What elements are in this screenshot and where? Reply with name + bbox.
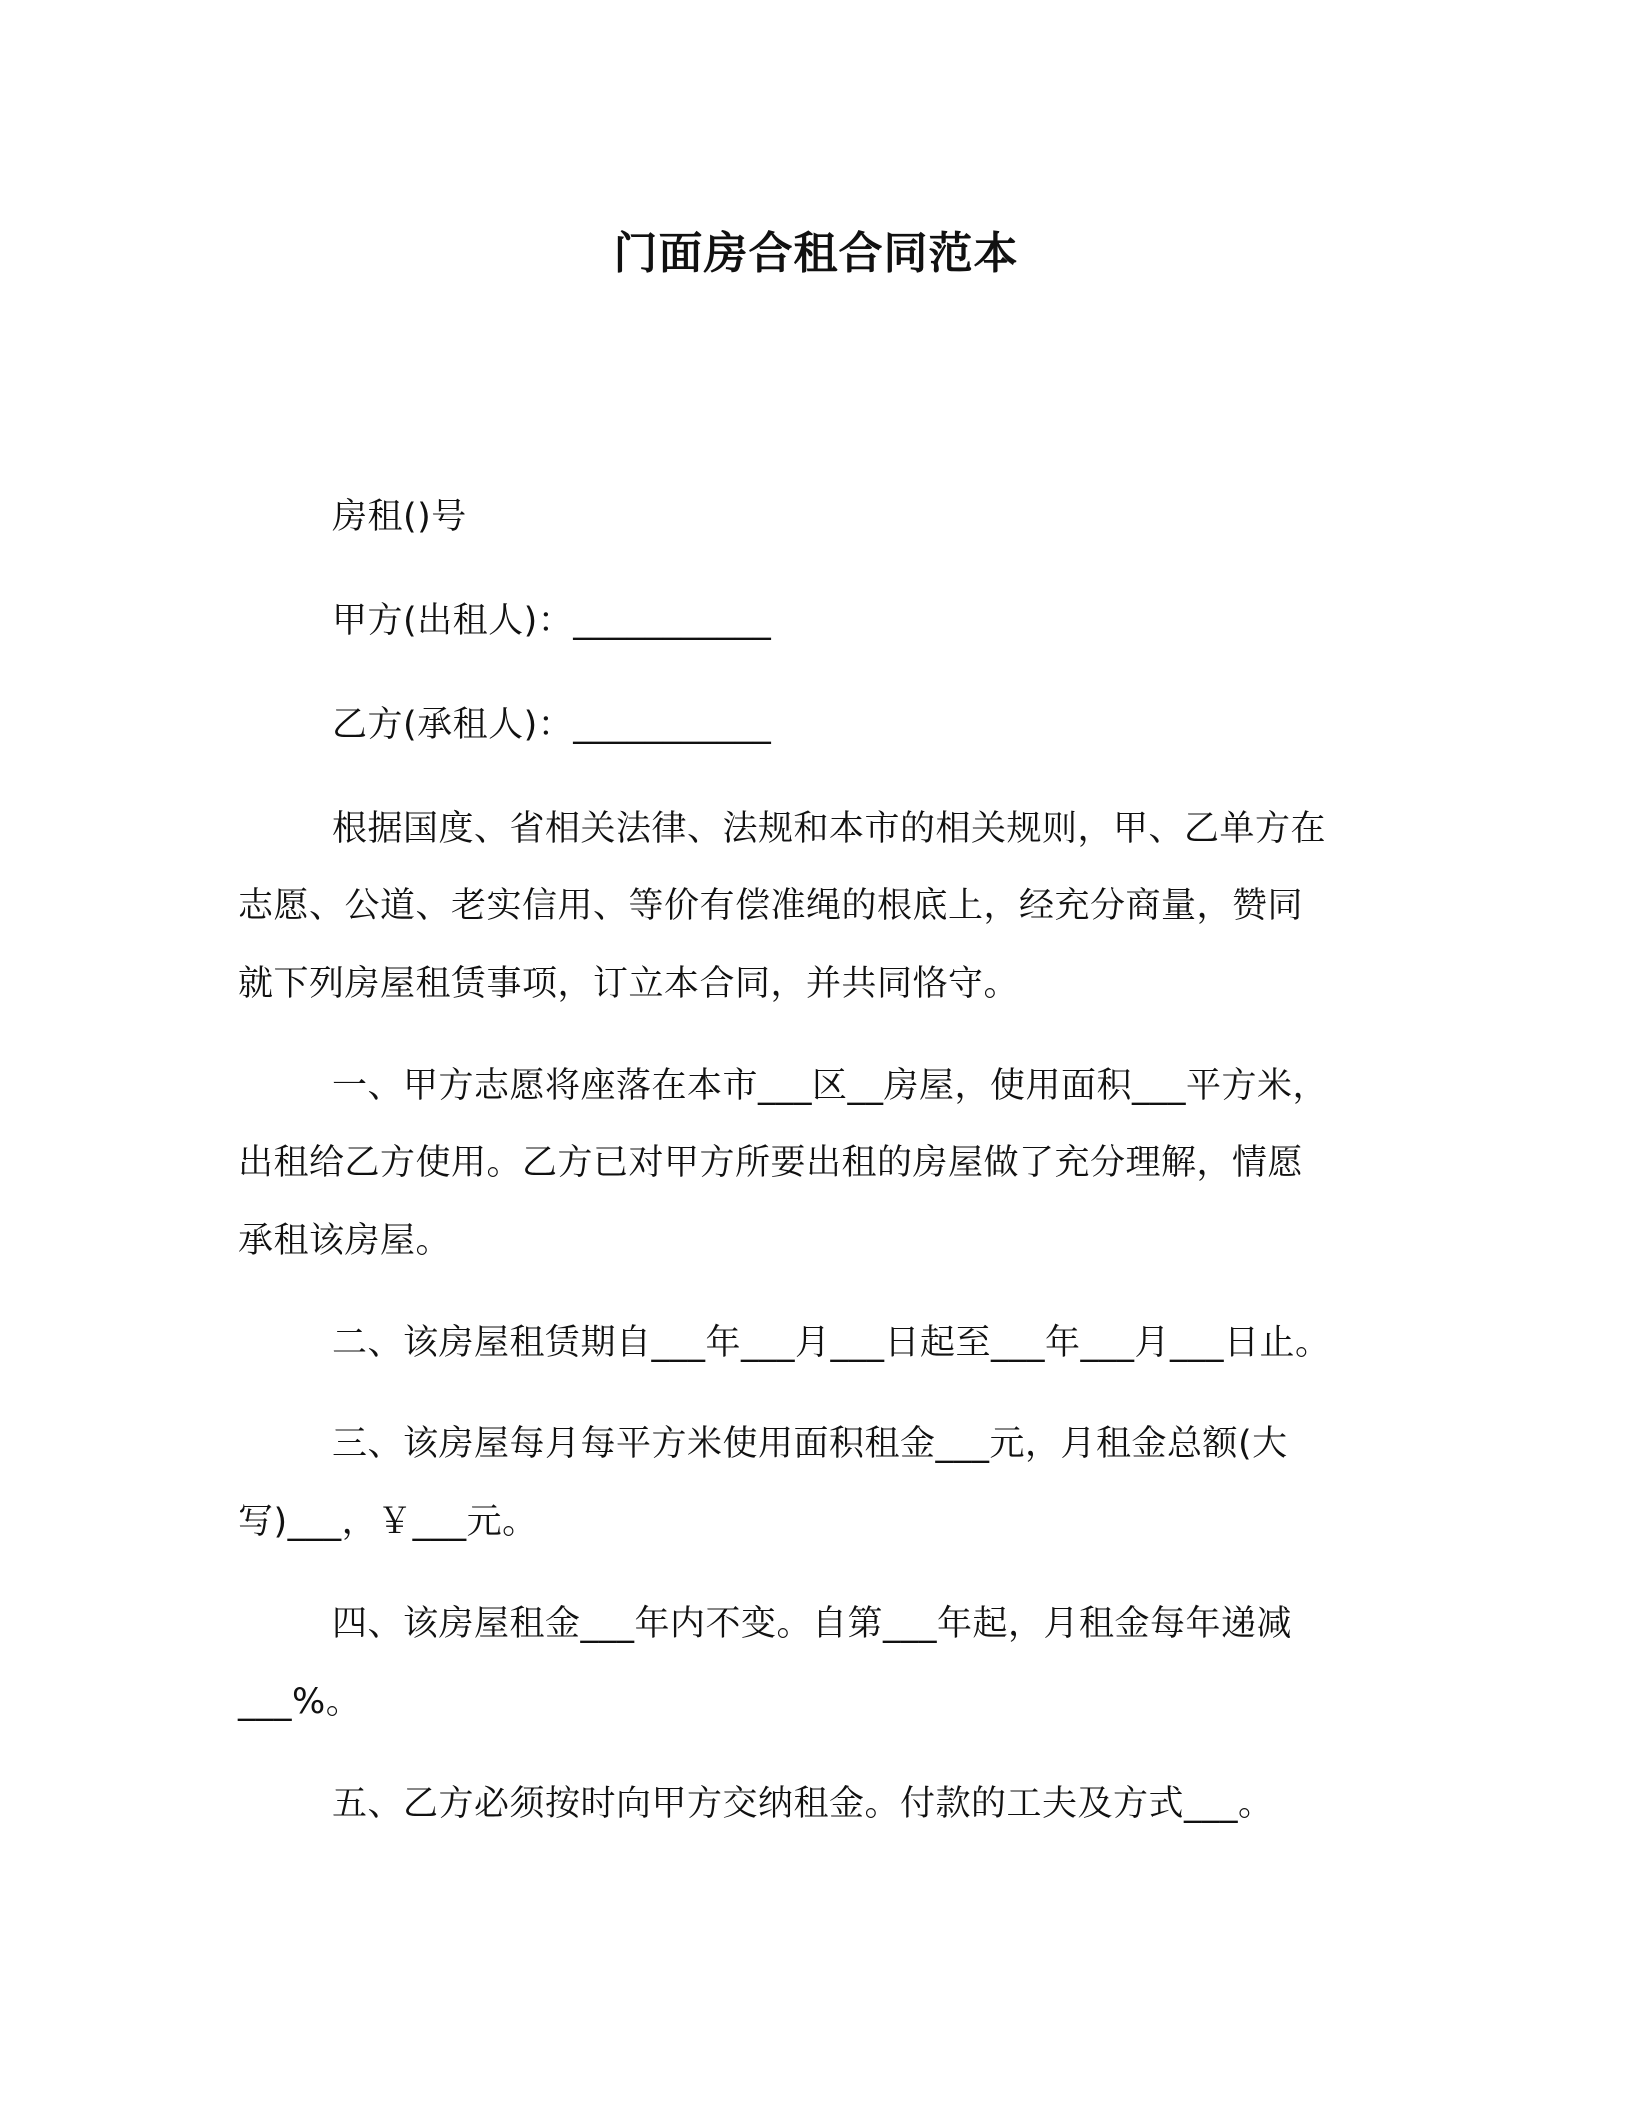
paragraph-line: 出租给乙方使用。乙方已对甲方所要出租的房屋做了充分理解，情愿 xyxy=(238,1143,1304,1183)
paragraph-line: 志愿、公道、老实信用、等价有偿准绳的根底上，经充分商量，赞同 xyxy=(238,886,1304,926)
document-title: 门面房合租合同范本 xyxy=(613,228,1019,279)
paragraph-line: 一、甲方志愿将座落在本市___区__房屋，使用面积___平方米， xyxy=(332,1066,1329,1106)
paragraph-line: 承租该房屋。 xyxy=(238,1221,452,1261)
reference-number: 房租()号 xyxy=(332,497,467,537)
paragraph-line: 四、该房屋租金___年内不变。自第___年起，月租金每年递减 xyxy=(332,1604,1293,1644)
party-a-line: 甲方(出租人)：___________ xyxy=(332,601,772,641)
paragraph-line: 写)___，￥___元。 xyxy=(238,1502,538,1542)
paragraph-line: 二、该房屋租赁期自___年___月___日起至___年___月___日止。 xyxy=(332,1323,1331,1363)
paragraph-line: 就下列房屋租赁事项，订立本合同，并共同恪守。 xyxy=(238,964,1020,1004)
party-b-line: 乙方(承租人)：___________ xyxy=(332,705,772,745)
paragraph-line: 五、乙方必须按时向甲方交纳租金。付款的工夫及方式___。 xyxy=(332,1784,1274,1824)
paragraph-line: 根据国度、省相关法律、法规和本市的相关规则，甲、乙单方在 xyxy=(332,809,1327,849)
paragraph-line: 三、该房屋每月每平方米使用面积租金___元，月租金总额(大 xyxy=(332,1424,1288,1464)
paragraph-line: ___%。 xyxy=(238,1682,362,1722)
